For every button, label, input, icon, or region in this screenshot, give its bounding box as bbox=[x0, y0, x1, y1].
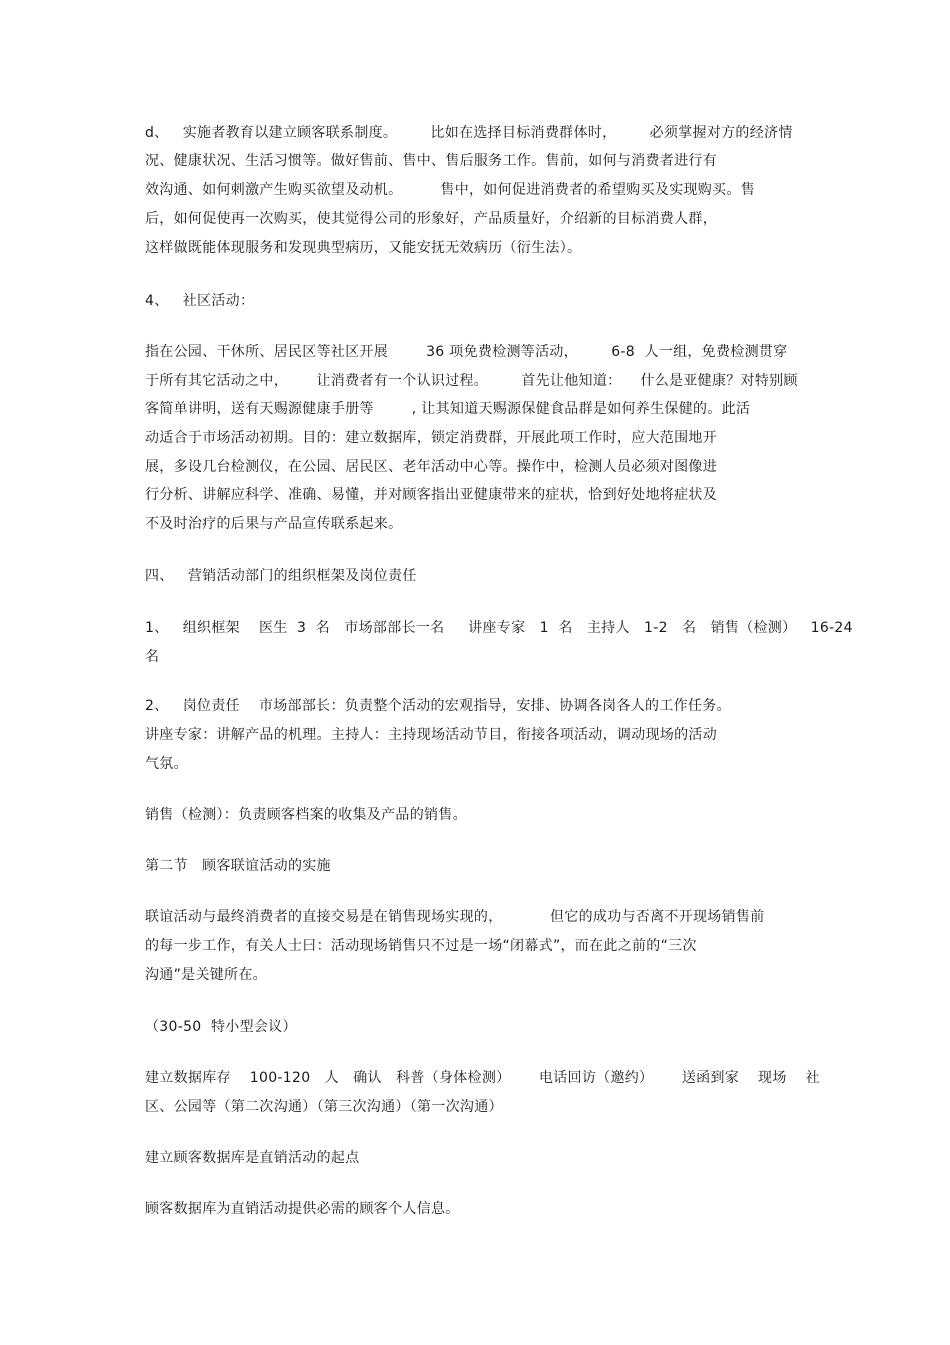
database-flow-line-2: 区、公园等（第二次沟通）（第三次沟通）（第一次沟通） bbox=[145, 1099, 503, 1115]
database-start-line: 建立顾客数据库是直销活动的起点 bbox=[145, 1150, 360, 1166]
database-flow-line-1: 建立数据库存 100-120 人 确认 科普（身体检测） 电话回访（邀约） 送函到家 现场 社 bbox=[145, 1070, 820, 1086]
org-framework-line-2: 名 bbox=[145, 649, 160, 665]
section-4-heading: 4、 社区活动： bbox=[145, 293, 255, 309]
duties-line-2: 讲座专家：讲解产品的机理。主持人：主持现场活动节目，衔接各项活动，调动现场的活动 bbox=[145, 727, 717, 743]
para-d-line-3: 效沟通、如何刺激产生购买欲望及动机。 售中，如何促进消费者的希望购买及实现购买。售 bbox=[145, 182, 755, 198]
para-event-line-3: 沟通”是关键所在。 bbox=[145, 967, 267, 983]
meeting-size-note: （30-50 特小型会议） bbox=[145, 1019, 297, 1035]
para-community-line-1: 指在公园、干休所、居民区等社区开展 36 项免费检测等活动， 6-8 人一组，免费检测贯穿 bbox=[145, 344, 788, 360]
org-framework-line-1: 1、 组织框架 医生 3 名 市场部部长一名 讲座专家 1 名 主持人 1-2 名 销售（检测） 16-24 bbox=[145, 620, 853, 636]
para-community-line-2: 于所有其它活动之中， 让消费者有一个认识过程。 首先让他知道： 什么是亚健康？对特别顾 bbox=[145, 373, 798, 389]
section-four-heading: 四、 营销活动部门的组织框架及岗位责任 bbox=[145, 568, 417, 584]
sales-duty-line: 销售（检测）：负责顾客档案的收集及产品的销售。 bbox=[145, 807, 467, 823]
para-event-line-2: 的每一步工作，有关人士曰：活动现场销售只不过是一场“闭幕式”，而在此之前的“三次 bbox=[145, 938, 697, 954]
para-community-line-5: 展，多设几台检测仪，在公园、居民区、老年活动中心等。操作中，检测人员必须对图像进 bbox=[145, 459, 717, 475]
database-info-line: 顾客数据库为直销活动提供必需的顾客个人信息。 bbox=[145, 1201, 460, 1217]
para-event-line-1: 联谊活动与最终消费者的直接交易是在销售现场实现的， 但它的成功与否离不开现场销售前 bbox=[145, 909, 765, 925]
duties-line-3: 气氛。 bbox=[145, 756, 188, 772]
duties-line-1: 2、 岗位责任 市场部部长：负责整个活动的宏观指导，安排、协调各岗各人的工作任务。 bbox=[145, 698, 731, 714]
para-d-line-4: 后，如何促使再一次购买，使其觉得公司的形象好，产品质量好，介绍新的目标消费人群， bbox=[145, 211, 717, 227]
para-d-line-5: 这样做既能体现服务和发现典型病历，又能安抚无效病历（衍生法）。 bbox=[145, 240, 582, 256]
section-two-heading: 第二节 顾客联谊活动的实施 bbox=[145, 858, 331, 874]
para-d-line-2: 况、健康状况、生活习惯等。做好售前、售中、售后服务工作。售前，如何与消费者进行有 bbox=[145, 153, 717, 169]
para-community-line-3: 客简单讲明，送有天赐源健康手册等 , 让其知道天赐源保健食品群是如何养生保健的。此活 bbox=[145, 401, 751, 417]
para-community-line-7: 不及时治疗的后果与产品宣传联系起来。 bbox=[145, 516, 403, 532]
para-community-line-4: 动适合于市场活动初期。目的：建立数据库，锁定消费群，开展此项工作时，应大范围地开 bbox=[145, 430, 717, 446]
para-d-line-1: d、 实施者教育以建立顾客联系制度。 比如在选择目标消费群体时， 必须掌握对方的经济情 bbox=[145, 125, 793, 141]
para-community-line-6: 行分析、讲解应科学、准确、易懂，并对顾客指出亚健康带来的症状，恰到好处地将症状及 bbox=[145, 487, 717, 503]
